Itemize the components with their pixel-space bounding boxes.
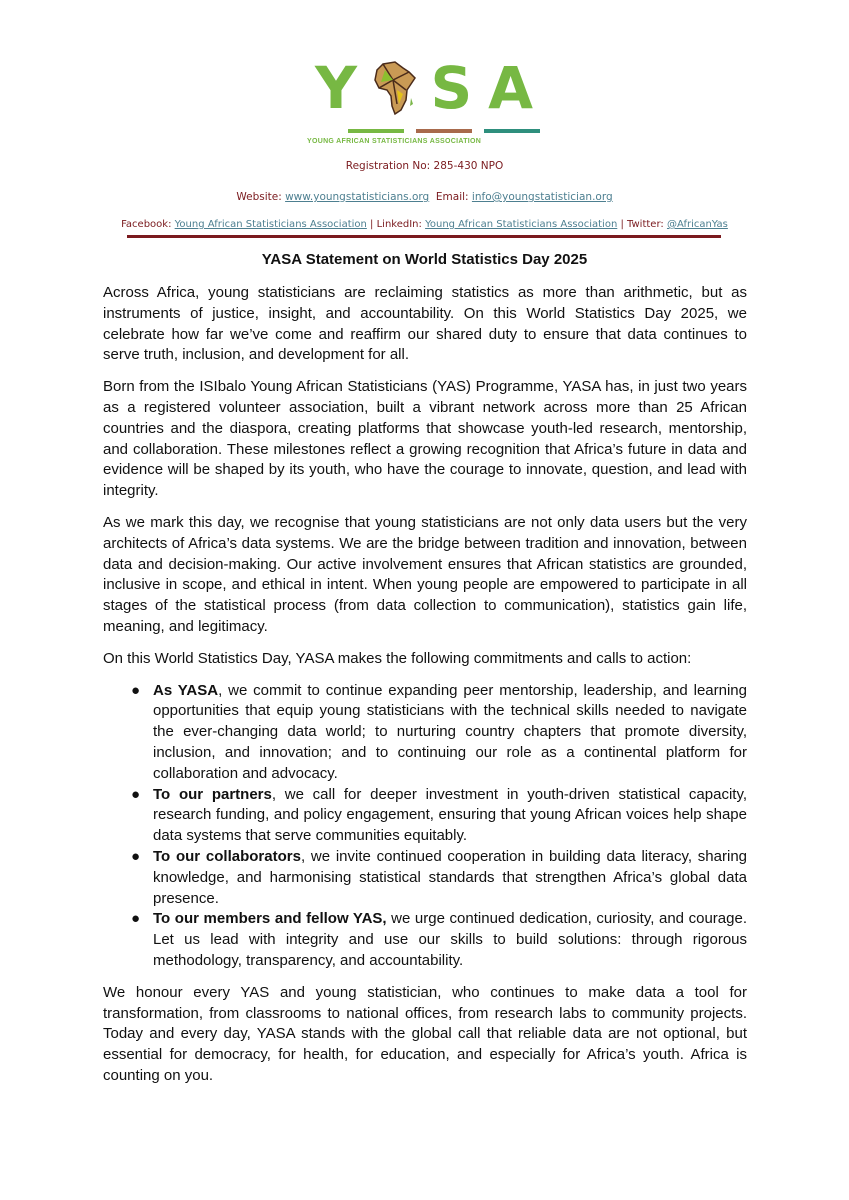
contact-line bbox=[0, 191, 849, 203]
separator: | bbox=[370, 219, 374, 230]
paragraph: Born from the ISIbalo Young African Statisticians (YAS) Programme, YASA has, in just two years as a registered volunteer association, built a vibrant network across more than 25 African countries and the diaspora, creating platforms that showcase youth-led research, mentorship, and collaboration. These milestones reflect a growing recognition that Africa’s future in data and evidence will be shaped by its youth, who have the courage to innovate, question, and lead with integrity. bbox=[103, 378, 747, 500]
list-item-text: we urge continued dedication, curiosity, and courage. Let us lead with integrity and use our skills to build solutions: through rigorous methodology, transparency, and accountability. bbox=[153, 910, 747, 969]
africa-map-icon bbox=[373, 60, 417, 116]
twitter-label: Twitter: bbox=[627, 219, 664, 230]
list-item-lead: To our partners bbox=[153, 785, 272, 803]
bullet-icon: ● bbox=[131, 681, 141, 699]
linkedin-label: LinkedIn: bbox=[376, 219, 422, 230]
list-item bbox=[131, 681, 747, 785]
facebook-label: Facebook: bbox=[121, 219, 172, 230]
paragraph: On this World Statistics Day, YASA makes the following commitments and calls to action: bbox=[103, 649, 692, 667]
yasa-logo bbox=[307, 54, 535, 148]
website-label: Website: bbox=[236, 191, 282, 203]
list-item-lead: As YASA bbox=[153, 681, 219, 699]
email-link[interactable]: info@youngstatistician.org bbox=[471, 191, 613, 203]
twitter-link[interactable]: @AfricanYas bbox=[666, 219, 728, 230]
list-item-text: , we invite continued cooperation in building data literacy, sharing knowledge, and harmonising statistical standards that strengthen Africa’s global data presence. bbox=[153, 847, 747, 907]
paragraph: As we mark this day, we recognise that young statisticians are not only data users but the very architects of Africa’s data systems. We are the bridge between tradition and innovation, between data and decision-making. Our active involvement ensures that African statistics are grounded, inclusive in scope, and ethical in intent. When young people are empowered to participate in all stages of the statistical process (from data collection to communication), statistics gain life, meaning, and legitimacy. bbox=[103, 513, 747, 635]
bullet-icon: ● bbox=[131, 910, 141, 928]
facebook-link[interactable]: Young African Statisticians Association bbox=[174, 219, 367, 230]
registration-number: Registration No: 285-430 NPO bbox=[345, 160, 504, 172]
list-item bbox=[131, 785, 747, 847]
document-title: YASA Statement on World Statistics Day 2025 bbox=[261, 251, 588, 268]
social-line bbox=[0, 219, 849, 230]
logo-bars bbox=[348, 129, 540, 133]
logo-bar-teal bbox=[484, 129, 540, 133]
logo-bar-brown bbox=[416, 129, 472, 133]
email-label: Email: bbox=[435, 191, 469, 203]
document-body bbox=[103, 283, 747, 1098]
list-item-text: , we call for deeper investment in youth-driven statistical capacity, research funding, and policy engagement, ensuring that young African voices help shape data systems that serve communities equitably. bbox=[153, 785, 747, 845]
header-divider bbox=[127, 235, 721, 238]
logo-letter-y: Y bbox=[315, 54, 359, 122]
separator: | bbox=[620, 219, 624, 230]
list-item bbox=[131, 909, 747, 971]
closing-paragraph: We honour every YAS and young statistician, who continues to make data a tool for transformation, from classrooms to national offices, from research labs to community projects. Today and every day, YASA stands with the global call that reliable data are not optional, but essential for democracy, for health, for education, and especially for Africa’s youth. Africa is counting on you. bbox=[103, 983, 747, 1084]
list-item-lead: To our members and fellow YAS, bbox=[153, 910, 387, 928]
list-item bbox=[131, 847, 747, 909]
website-link[interactable]: www.youngstatisticians.org bbox=[285, 191, 430, 203]
list-item-text: , we commit to continue expanding peer mentorship, leadership, and learning opportunities that equip young statisticians with the technical skills needed to navigate the ever-changing data world; to nurturing country chapters that promote diversity, inclusion, and innovation; and to continuing our role as a continental platform for collaboration and advocacy. bbox=[153, 681, 747, 782]
logo-bar-green bbox=[348, 129, 404, 133]
logo-subtitle: YOUNG AFRICAN STATISTICIANS ASSOCIATION bbox=[307, 138, 482, 145]
paragraph: Across Africa, young statisticians are reclaiming statistics as more than arithmetic, but as instruments of justice, insight, and accountability. On this World Statistics Day 2025, we celebrate how far we’ve come and reaffirm our shared duty to ensure that data continues to serve truth, inclusion, and development for all. bbox=[103, 284, 747, 364]
logo-letter-s: S bbox=[430, 54, 475, 122]
list-item-lead: To our collaborators bbox=[153, 847, 301, 865]
bullet-icon: ● bbox=[131, 785, 141, 803]
commitments-list bbox=[103, 681, 747, 972]
linkedin-link[interactable]: Young African Statisticians Association bbox=[425, 219, 618, 230]
logo-letter-a: A bbox=[488, 54, 535, 122]
bullet-icon: ● bbox=[131, 847, 141, 865]
